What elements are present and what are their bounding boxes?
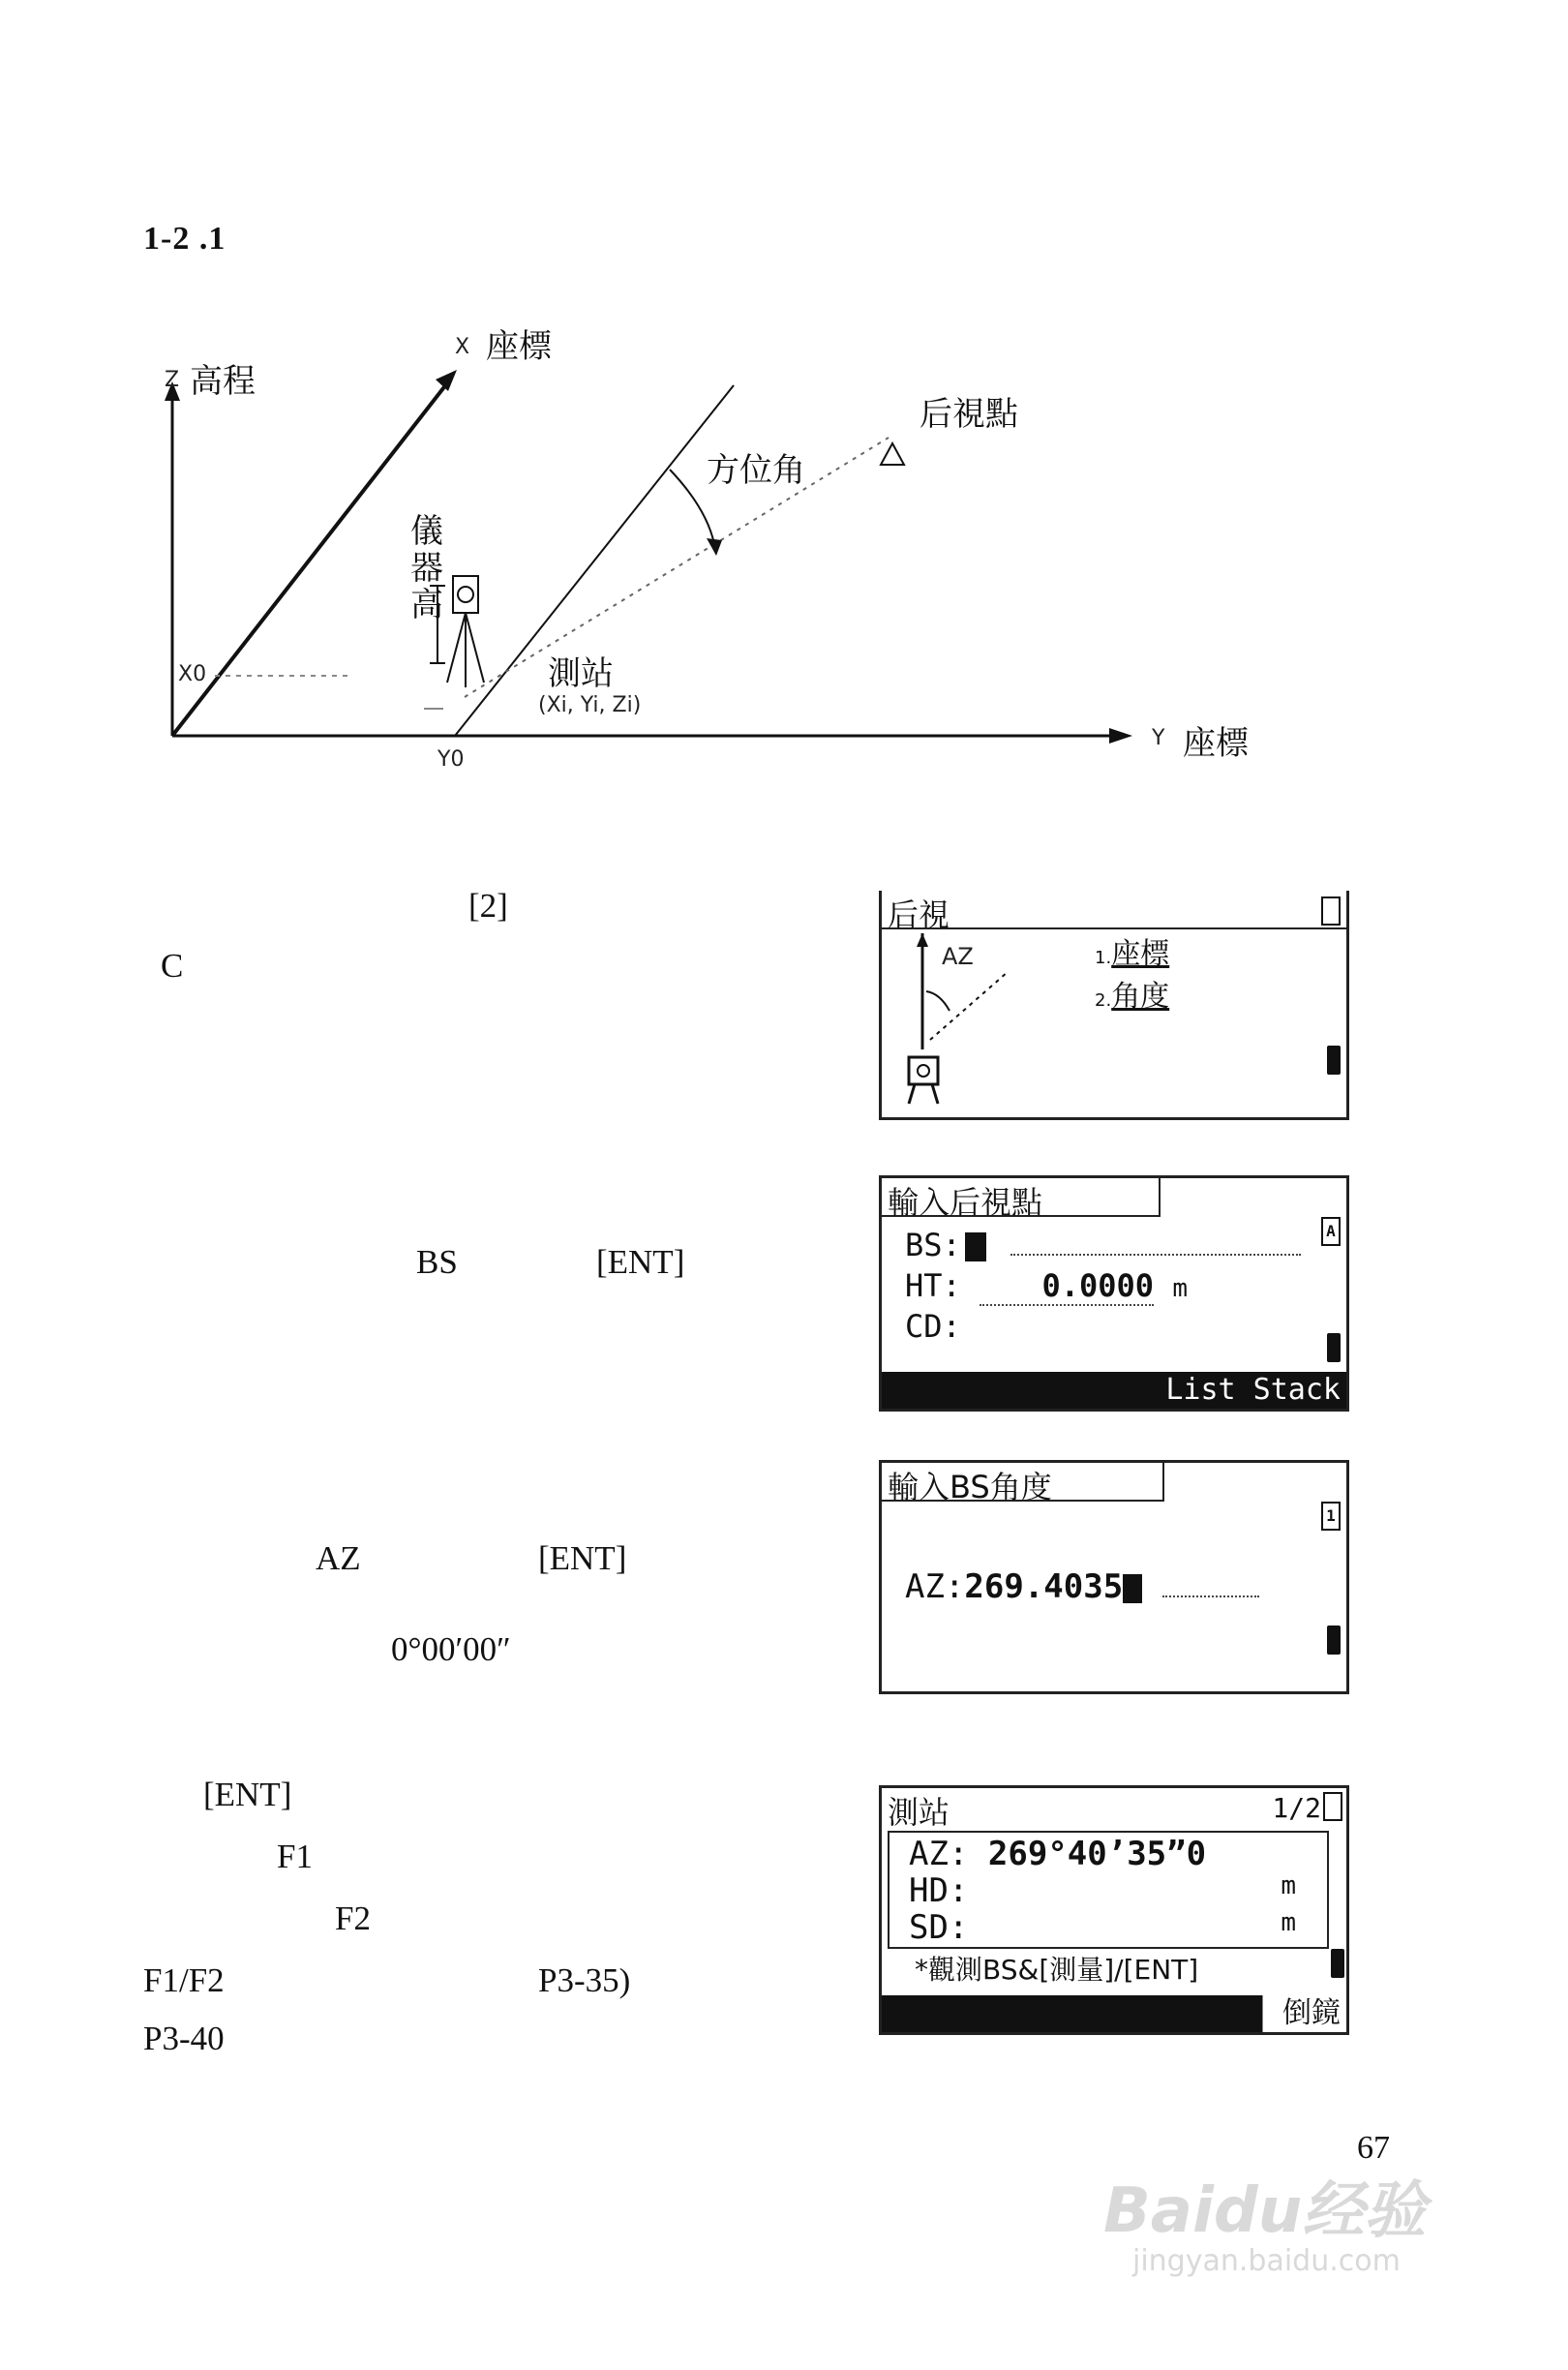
screen-title: 后視	[888, 896, 950, 933]
instrument-body	[453, 576, 478, 613]
screen-backsight-menu	[879, 891, 1349, 1120]
station-label: 測站	[548, 654, 614, 693]
screen-station	[879, 1785, 1349, 2035]
mode-indicator: A	[1321, 1217, 1341, 1246]
azimuth-label: 方位角	[707, 451, 805, 490]
input-cursor	[965, 1232, 986, 1261]
instrument-height-label: 儀器高	[410, 512, 443, 624]
sec2-ent: [ENT]	[596, 1243, 685, 1281]
x-coord-label: 座標	[486, 327, 552, 366]
y-coord-label: 座標	[1183, 724, 1249, 763]
az-mini-label: AZ	[942, 943, 974, 970]
az-row: AZ: 269°40’35”0	[909, 1835, 1207, 1873]
sec3-angle: 0°00′00″	[391, 1630, 511, 1668]
az-field-row[interactable]: AZ:269.4035	[905, 1567, 1259, 1606]
measure-prompt: *觀測BS&[測量]/[ENT]	[915, 1954, 1199, 1986]
backsight-triangle	[881, 443, 904, 465]
watermark-url: jingyan.baidu.com	[1132, 2244, 1401, 2278]
y-axis-label: Y	[1152, 726, 1165, 750]
mode-indicator: 1	[1321, 1502, 1341, 1531]
mode-indicator	[1323, 1792, 1342, 1821]
sec4-p340: P3-40	[143, 2020, 225, 2057]
hd-row: HD: m	[909, 1871, 1296, 1910]
sec2-bs: BS	[416, 1243, 458, 1281]
station-coords-label: (Xi, Yi, Zi)	[538, 693, 642, 717]
screen-title: 輸入后視點	[888, 1184, 1043, 1221]
battery-icon	[1331, 1949, 1344, 1978]
mode-indicator	[1321, 896, 1341, 926]
sec1-tail: C	[161, 947, 184, 985]
bs-field-row[interactable]: BS:	[905, 1227, 1301, 1263]
page-indicator: 1/2	[1272, 1792, 1321, 1824]
sec3-ent: [ENT]	[538, 1539, 627, 1577]
tripod-leg	[447, 613, 466, 683]
page-number: 67	[1357, 2130, 1390, 2166]
survey-diagram	[136, 310, 1297, 813]
screen-input-backsight	[879, 1175, 1349, 1412]
input-cursor	[1123, 1574, 1142, 1603]
sec4-ent: [ENT]	[203, 1776, 292, 1813]
watermark-logo: Baidu经验	[1103, 2175, 1427, 2247]
screen-input-bs-angle	[879, 1460, 1349, 1694]
y-arrow-head	[1109, 728, 1132, 744]
sec1-key: [2]	[468, 887, 508, 925]
section-heading: 1-2 .1	[143, 221, 226, 257]
x-axis-label: X	[455, 335, 470, 359]
screen-title: 測站	[888, 1794, 950, 1831]
menu-item-angle[interactable]: 2.角度	[1095, 980, 1170, 1014]
y0-label: Y0	[437, 747, 465, 772]
sec4-p335: P3-35)	[538, 1961, 631, 1999]
x-arrow-head	[436, 370, 457, 391]
sec4-f1: F1	[277, 1838, 313, 1875]
x-axis-line	[172, 380, 450, 736]
z-axis-label: Z	[165, 368, 180, 392]
screen-title: 輸入BS角度	[888, 1469, 1052, 1505]
sec3-az: AZ	[316, 1539, 361, 1577]
softkey-face-right[interactable]: 倒鏡	[1282, 1996, 1341, 2030]
elevation-label: 高程	[190, 362, 256, 401]
azimuth-arrow	[707, 538, 722, 556]
sec4-f1f2: F1/F2	[143, 1961, 225, 1999]
menu-item-coordinates[interactable]: 1.座標	[1095, 937, 1170, 971]
softkey-bar[interactable]: List Stack	[882, 1372, 1346, 1409]
sec4-f2: F2	[335, 1899, 371, 1937]
cd-field-row[interactable]: CD:	[905, 1308, 961, 1345]
x0-label: X0	[178, 662, 207, 686]
ht-field-row[interactable]: HT: 0.0000 m	[905, 1267, 1188, 1304]
softkey-bar[interactable]	[882, 1995, 1346, 2032]
sd-row: SD: m	[909, 1908, 1296, 1947]
battery-icon	[1327, 1333, 1341, 1362]
battery-icon	[1327, 1626, 1341, 1655]
backsight-label: 后視點	[920, 395, 1018, 434]
battery-icon	[1327, 1046, 1341, 1075]
